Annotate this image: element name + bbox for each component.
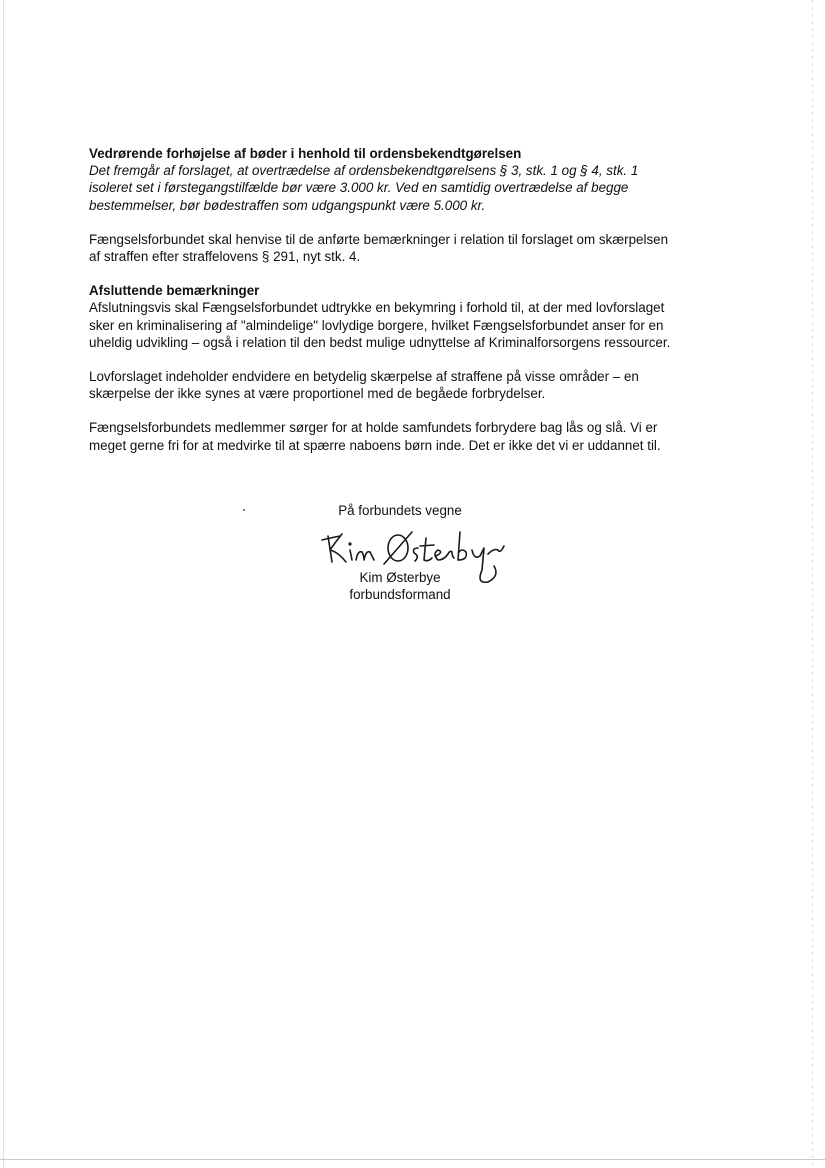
proposal-line-2: skærpelse der ikke synes at være proportionel med de begåede forbrydelser. xyxy=(89,386,546,402)
section-reference xyxy=(89,231,729,265)
scan-edge-bottom xyxy=(0,1159,825,1160)
members-line-2: meget gerne fri for at medvirke til at spærre naboens børn inde. Det er ikke det vi er uddannet til. xyxy=(89,437,661,453)
proposal-line-1: Lovforslaget indeholder endvidere en betydelig skærpelse af straffene på visse områder – en xyxy=(89,369,639,385)
members-line-1: Fængselsforbundets medlemmer sørger for at holde samfundets forbrydere bag lås og slå. Vi er xyxy=(89,420,658,436)
scan-edge-right xyxy=(812,0,813,1168)
section-fines xyxy=(89,145,729,214)
closing-line-3: uheldig udvikling – også i relation til den bedst mulige udnyttelse af Kriminalforsorgens ressourcer. xyxy=(89,334,671,350)
closing-heading: Afsluttende bemærkninger xyxy=(89,283,260,299)
signatory-block xyxy=(300,569,500,603)
reference-line-2: af straffen efter straffelovens § 291, nyt stk. 4. xyxy=(89,249,361,265)
closing-line-2: sker en kriminalisering af "almindelige" lovlydige borgere, hvilket Fængselsforbundet anser for en xyxy=(89,317,664,333)
scan-speck xyxy=(243,509,245,511)
fines-text-line-2: isoleret set i førstegangstilfælde bør være 3.000 kr. Ved en samtidig overtrædelse af begge xyxy=(89,180,629,196)
signatory-title: forbundsformand xyxy=(349,587,451,603)
section-closing xyxy=(89,282,729,351)
letter-body xyxy=(89,145,729,454)
reference-line-1: Fængselsforbundet skal henvise til de anførte bemærkninger i relation til forslaget om skærpelsen xyxy=(89,231,669,247)
on-behalf-line: På forbundets vegne xyxy=(338,503,462,518)
fines-heading: Vedrørende forhøjelse af bøder i henhold til ordensbekendtgørelsen xyxy=(89,146,522,161)
closing-line-1: Afslutningsvis skal Fængselsforbundet udtrykke en bekymring i forhold til, at der med lovforslaget xyxy=(89,300,665,316)
section-proposal xyxy=(89,368,729,402)
signatory-name: Kim Østerbye xyxy=(359,570,441,585)
scan-edge-left xyxy=(3,0,4,1168)
fines-text-line-3: bestemmelser, bør bødestraffen som udgangspunkt være 5.000 kr. xyxy=(89,197,486,213)
section-members xyxy=(89,419,729,453)
fines-text-line-1: Det fremgår af forslaget, at overtrædelse af ordensbekendtgørelsens § 3, stk. 1 og § 4, stk. 1 xyxy=(89,163,639,179)
